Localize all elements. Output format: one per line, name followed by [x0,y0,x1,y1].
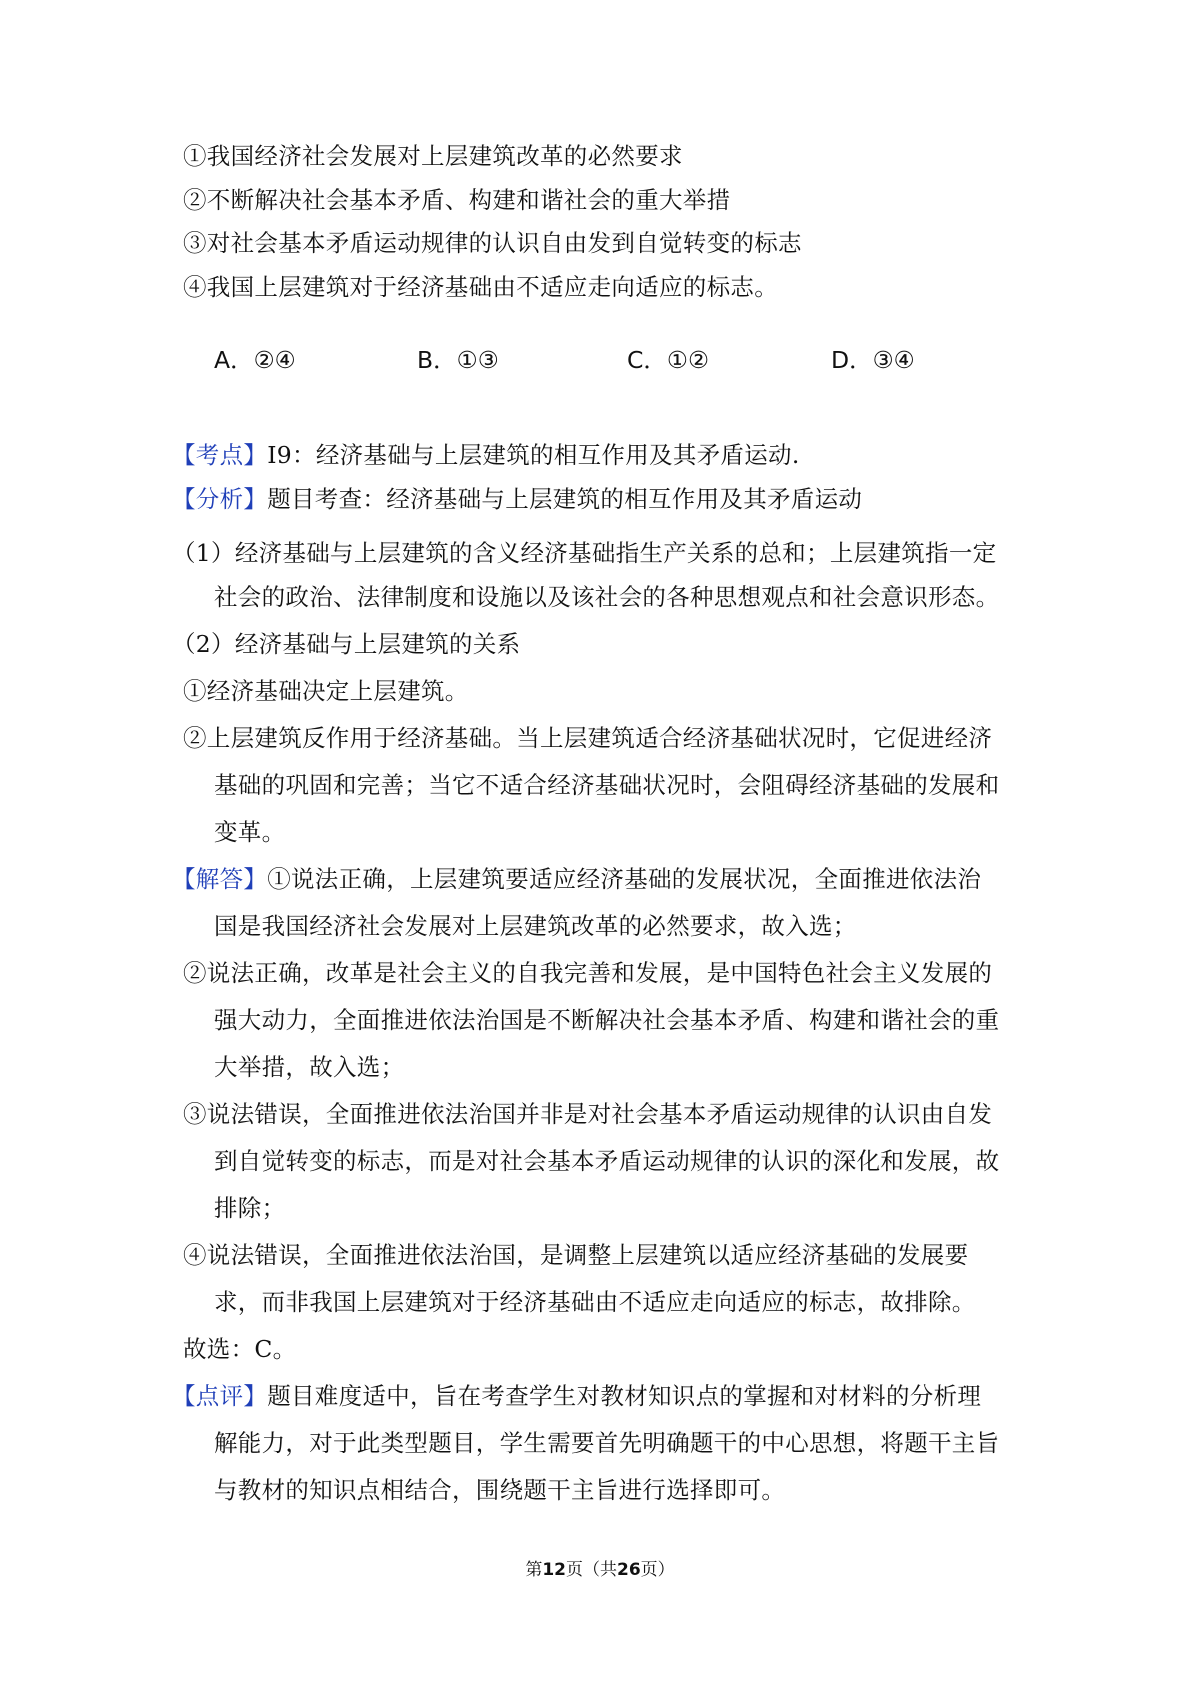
fenxi-paragraph-line: （2）经济基础与上层建筑的关系 [172,630,521,658]
option-d [831,345,915,375]
total-page-number: 26 [617,1560,641,1580]
option-value: ②④ [253,346,296,374]
fenxi-paragraph-line: 社会的政治、法律制度和设施以及该社会的各种思想观点和社会意识形态。 [214,583,1000,611]
footer-middle: 页（共 [566,1560,617,1580]
fenxi-paragraph-line: 变革。 [214,818,286,846]
final-answer: 故选：C。 [183,1335,297,1363]
jieda-text: ①说法正确，上层建筑要适应经济基础的发展状况，全面推进依法治 [267,865,982,893]
jieda-paragraph-line: 求，而非我国上层建筑对于经济基础由不适应走向适应的标志，故排除。 [214,1288,976,1316]
jieda-line [172,864,981,894]
statement-1: ①我国经济社会发展对上层建筑改革的必然要求 [183,142,683,170]
jieda-paragraph-line: 到自觉转变的标志，而是对社会基本矛盾运动规律的认识的深化和发展，故 [214,1147,1000,1175]
statement-4: ④我国上层建筑对于经济基础由不适应走向适应的标志。 [183,273,778,301]
dianping-text: 题目难度适中，旨在考查学生对教材知识点的掌握和对材料的分析理 [267,1382,982,1410]
dianping-tag: 【点评】 [172,1382,268,1410]
answer-options [214,345,974,375]
fenxi-paragraph-line: （1）经济基础与上层建筑的含义经济基础指生产关系的总和；上层建筑指一定 [172,539,997,567]
option-value: ③④ [872,346,915,374]
dianping-paragraph-line: 与教材的知识点相结合，围绕题干主旨进行选择即可。 [214,1476,786,1504]
fenxi-paragraph-line: ①经济基础决定上层建筑。 [183,677,469,705]
fenxi-tag: 【分析】 [172,485,268,513]
fenxi-paragraph-line: ②上层建筑反作用于经济基础。当上层建筑适合经济基础状况时，它促进经济 [183,724,993,752]
jieda-tag: 【解答】 [172,865,268,893]
jieda-paragraph-line: ④说法错误，全面推进依法治国，是调整上层建筑以适应经济基础的发展要 [183,1241,969,1269]
option-letter: B． [417,346,457,374]
option-letter: C． [627,346,667,374]
page-footer [0,1558,1200,1582]
statement-3: ③对社会基本矛盾运动规律的认识自由发到自觉转变的标志 [183,229,802,257]
fenxi-paragraph-line: 基础的巩固和完善；当它不适合经济基础状况时，会阻碍经济基础的发展和 [214,771,1000,799]
kaodian-line [172,440,800,470]
jieda-paragraph-line: ②说法正确，改革是社会主义的自我完善和发展，是中国特色社会主义发展的 [183,959,993,987]
statement-2: ②不断解决社会基本矛盾、构建和谐社会的重大举措 [183,186,731,214]
option-b [417,345,499,375]
kaodian-text: I9：经济基础与上层建筑的相互作用及其矛盾运动. [267,441,800,469]
option-a [214,345,296,375]
kaodian-tag: 【考点】 [172,441,268,469]
footer-prefix: 第 [525,1560,543,1580]
fenxi-text: 题目考查：经济基础与上层建筑的相互作用及其矛盾运动 [267,485,863,513]
dianping-line [172,1381,981,1411]
option-letter: A． [214,346,254,374]
jieda-paragraph-line: ③说法错误，全面推进依法治国并非是对社会基本矛盾运动规律的认识由自发 [183,1100,993,1128]
jieda-paragraph-line: 大举措，故入选； [214,1053,405,1081]
option-letter: D． [831,346,873,374]
option-value: ①② [666,346,710,374]
footer-suffix: 页） [640,1560,675,1580]
option-value: ①③ [456,346,499,374]
jieda-paragraph-line: 国是我国经济社会发展对上层建筑改革的必然要求，故入选； [214,912,857,940]
option-c [627,345,709,375]
current-page-number: 12 [542,1560,566,1580]
fenxi-line [172,484,862,514]
dianping-paragraph-line: 解能力，对于此类型题目，学生需要首先明确题干的中心思想，将题干主旨 [214,1429,1000,1457]
jieda-paragraph-line: 排除； [214,1194,286,1222]
jieda-paragraph-line: 强大动力，全面推进依法治国是不断解决社会基本矛盾、构建和谐社会的重 [214,1006,1000,1034]
